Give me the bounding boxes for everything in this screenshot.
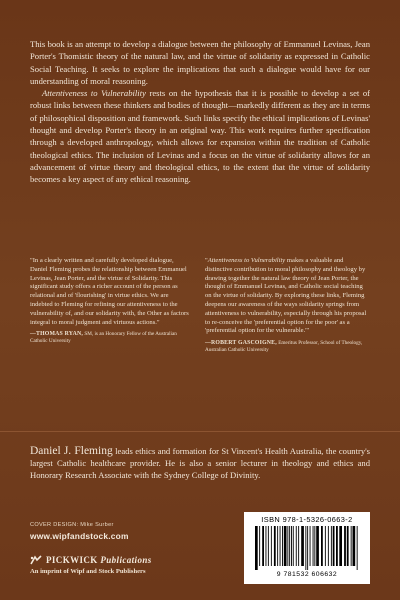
author-bio-text: leads ethics and formation for St Vincent's Health Australia, the country's largest Catholic healthcare provider. He is also a senior lecturer in theology and ethics and Honorary Research Associate with the Sydney College of Divinity.	[30, 446, 371, 480]
isbn-label: ISBN 978-1-5326-0663-2	[261, 515, 353, 524]
book-title-inline: Attentiveness to Vulnerability	[42, 88, 146, 99]
imprint-line: An imprint of Wipf and Stock Publishers	[30, 568, 146, 575]
cover-design-credit: COVER DESIGN: Mike Surber	[30, 522, 114, 528]
endorsement-gascoigne	[205, 257, 371, 353]
endorsement-quote: "In a clearly written and carefully developed dialogue, Daniel Fleming probes the relationship between Emmanuel Levinas, Jean Porter, and the virtue of Solidarity. This significant study offers a richer account of the person as relational and of 'flourishing' in virtue ethics. We are indebted to Fleming for refining our attentiveness to the vulnerability of, and our solidarity with, the Other as factors integral to moral judgment and virtuous actions."	[30, 257, 189, 326]
barcode-number: 9 781532 606632	[276, 571, 338, 578]
barcode-icon	[249, 526, 365, 570]
publisher-website: www.wipfandstock.com	[30, 531, 129, 541]
description-paragraph-2: Attentiveness to Vulnerability rests on the hypothesis that it is possible to develop a set of robust links between these thinkers and bodies of thought—markedly different as they are in terms of philosophical disposition and framework. Such links specify the ethical implications of Levinas' thought and develop Porter's theory in an original way. This work requires further specification through a developed anthropology, which allows for expansion within the tradition of Catholic theological ethics. The inclusion of Levinas and a focus on the virtue of solidarity allows for an advancement of virtue theory and theological ethics, to the extent that the virtue of solidarity becomes a key aspect of any ethical reasoning.	[30, 88, 371, 185]
publisher-line	[30, 555, 152, 565]
description-paragraph-1: This book is an attempt to develop a dialogue between the philosophy of Emmanuel Levinas, Jean Porter's Thomistic theory of the natural law, and the virtue of solidarity as expressed in Catholic Social Teaching. It seeks to explore the implications that such a dialogue would have for our understanding of moral reasoning.	[30, 39, 370, 86]
pickwick-logo-icon	[30, 555, 42, 565]
endorsement-ryan	[30, 257, 190, 345]
author-name: Daniel J. Fleming	[30, 445, 113, 457]
publisher-name: PICKWICK Publications	[46, 555, 152, 565]
author-bio	[30, 445, 370, 481]
endorsement-attribution: —ROBERT GASCOIGNE, Emeritus Professor, School of Theology, Australian Catholic University	[205, 340, 363, 353]
book-description	[30, 38, 370, 186]
endorsement-attribution: —THOMAS RYAN, SM, is an Honorary Fellow of the Australian Catholic University	[30, 331, 177, 344]
section-divider	[0, 431, 400, 432]
endorsement-quote: "Attentiveness to Vulnerability makes a valuable and distinctive contribution to moral philosophy and theology by drawing together the natural law theory of Jean Porter, the thought of Emmanuel Levinas, and Catholic social teaching on the virtue of solidarity. By exploring these links, Fleming deepens our awareness of the ways solidarity springs from attentiveness to vulnerability, especially through his proposal to re-conceive the 'preferential option for the poor' as a 'preferential option for the vulnerable.'"	[205, 257, 367, 335]
isbn-barcode-box	[244, 512, 370, 584]
